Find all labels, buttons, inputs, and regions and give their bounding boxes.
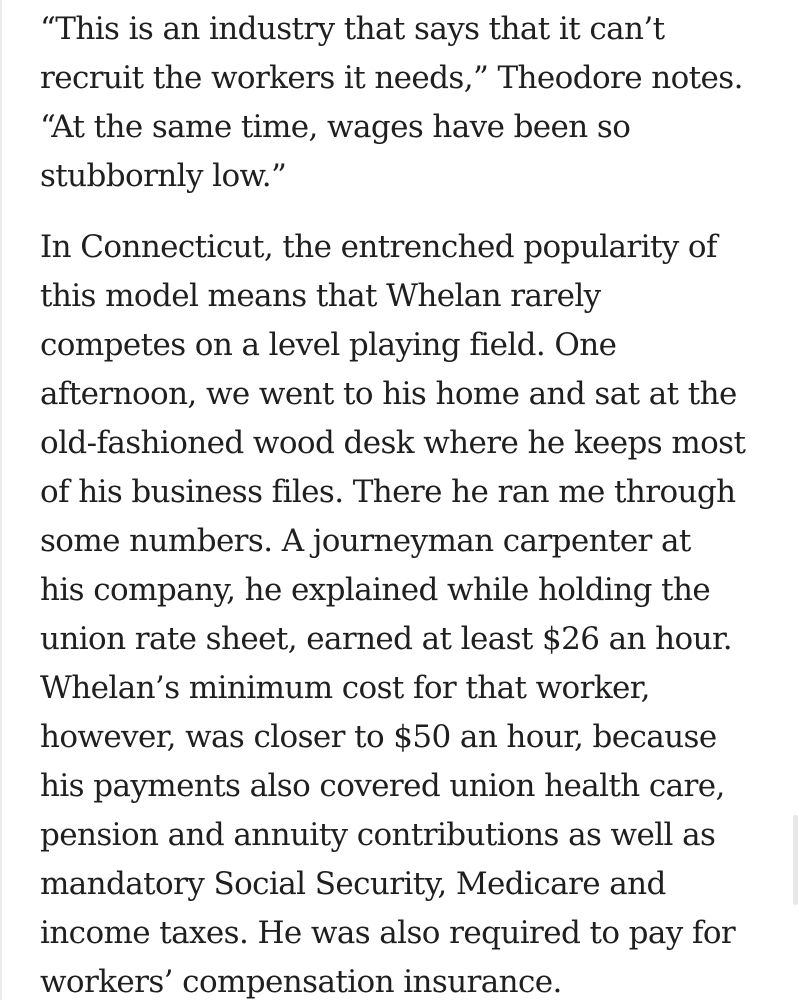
text-line: his payments also covered union health care,	[40, 768, 725, 804]
text-line: In Connecticut, the entrenched popularity of	[40, 229, 717, 265]
scrollbar[interactable]	[791, 0, 799, 1000]
text-line: however, was closer to $50 an hour, because	[40, 719, 717, 755]
text-line: competes on a level playing field. One	[40, 327, 617, 363]
paragraph-connecticut	[40, 223, 745, 1000]
scrollbar-thumb[interactable]	[793, 815, 798, 905]
text-line: stubbornly low.”	[40, 158, 287, 194]
text-line: old-fashioned wood desk where he keeps most	[40, 425, 746, 461]
left-edge-divider	[0, 0, 2, 1000]
text-line: recruit the workers it needs,” Theodore notes.	[40, 60, 743, 96]
text-line: of his business files. There he ran me through	[40, 474, 736, 510]
text-line: union rate sheet, earned at least $26 an hour.	[40, 621, 733, 657]
text-line: afternoon, we went to his home and sat at the	[40, 376, 737, 412]
text-line: his company, he explained while holding the	[40, 572, 711, 608]
text-line: workers’ compensation insurance.	[40, 964, 562, 1000]
text-line: “At the same time, wages have been so	[40, 109, 631, 145]
text-line: Whelan’s minimum cost for that worker,	[40, 670, 650, 706]
text-line: pension and annuity contributions as well as	[40, 817, 716, 853]
text-line: income taxes. He was also required to pay for	[40, 915, 736, 951]
text-line: “This is an industry that says that it can’t	[40, 11, 665, 47]
text-line: mandatory Social Security, Medicare and	[40, 866, 666, 902]
paragraph-quote	[40, 5, 743, 201]
text-line: this model means that Whelan rarely	[40, 278, 601, 314]
text-line: some numbers. A journeyman carpenter at	[40, 523, 691, 559]
